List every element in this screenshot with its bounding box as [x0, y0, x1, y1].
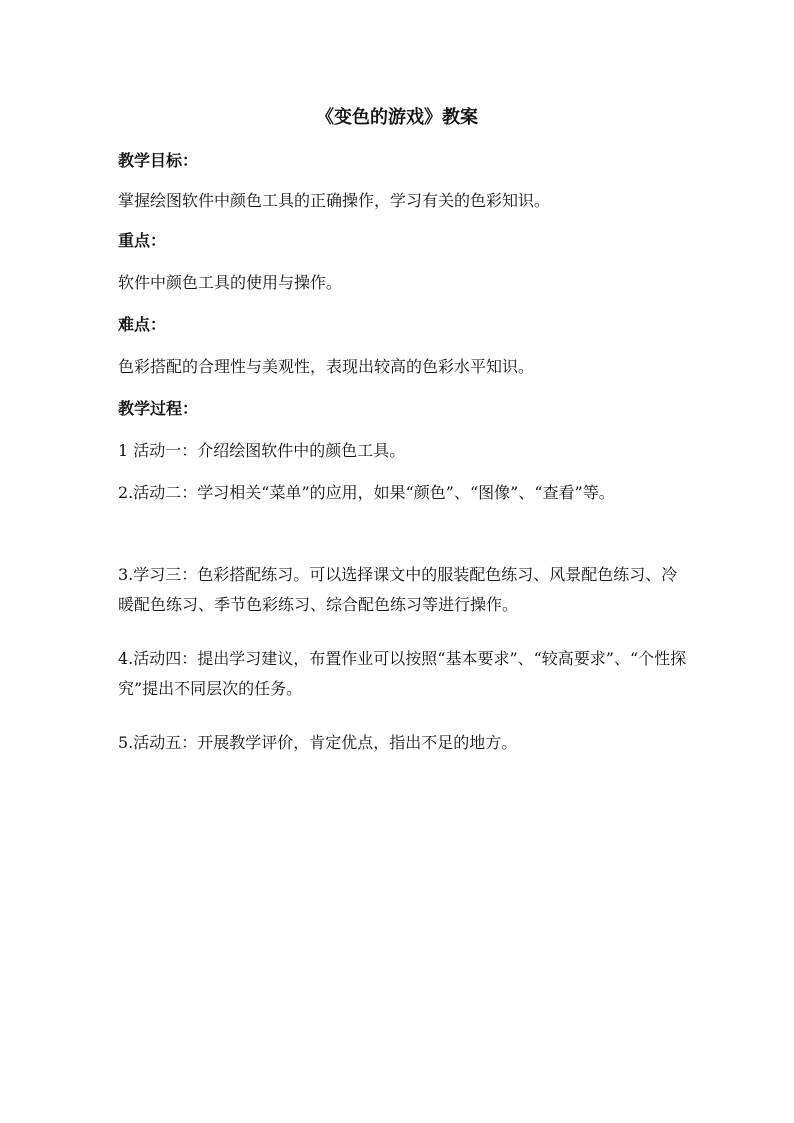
process-item-4: 4.活动四：提出学习建议，布置作业可以按照“基本要求”、“较高要求”、“个性探究”提出不同层次的任务。 [118, 649, 687, 698]
heading-objectives: 教学目标： [118, 151, 199, 170]
text-objectives: 掌握绘图软件中颜色工具的正确操作，学习有关的色彩知识。 [118, 191, 551, 210]
heading-key-points: 重点： [118, 231, 167, 250]
process-item-5: 5.活动五：开展教学评价，肯定优点，指出不足的地方。 [118, 733, 518, 752]
document-title: 《变色的游戏》教案 [316, 107, 478, 128]
heading-difficulties: 难点： [118, 315, 167, 334]
process-item-3: 3.学习三：色彩搭配练习。可以选择课文中的服装配色练习、风景配色练习、冷暖配色练习、季节色彩练习、综合配色练习等进行操作。 [118, 565, 678, 614]
text-difficulties: 色彩搭配的合理性与美观性，表现出较高的色彩水平知识。 [118, 357, 535, 376]
process-item-2: 2.活动二：学习相关“菜单”的应用，如果“颜色”、“图像”、“查看”等。 [118, 483, 615, 502]
text-key-points: 软件中颜色工具的使用与操作。 [118, 273, 343, 292]
heading-process: 教学过程： [118, 399, 199, 418]
process-item-1: 1 活动一：介绍绘图软件中的颜色工具。 [118, 441, 406, 460]
